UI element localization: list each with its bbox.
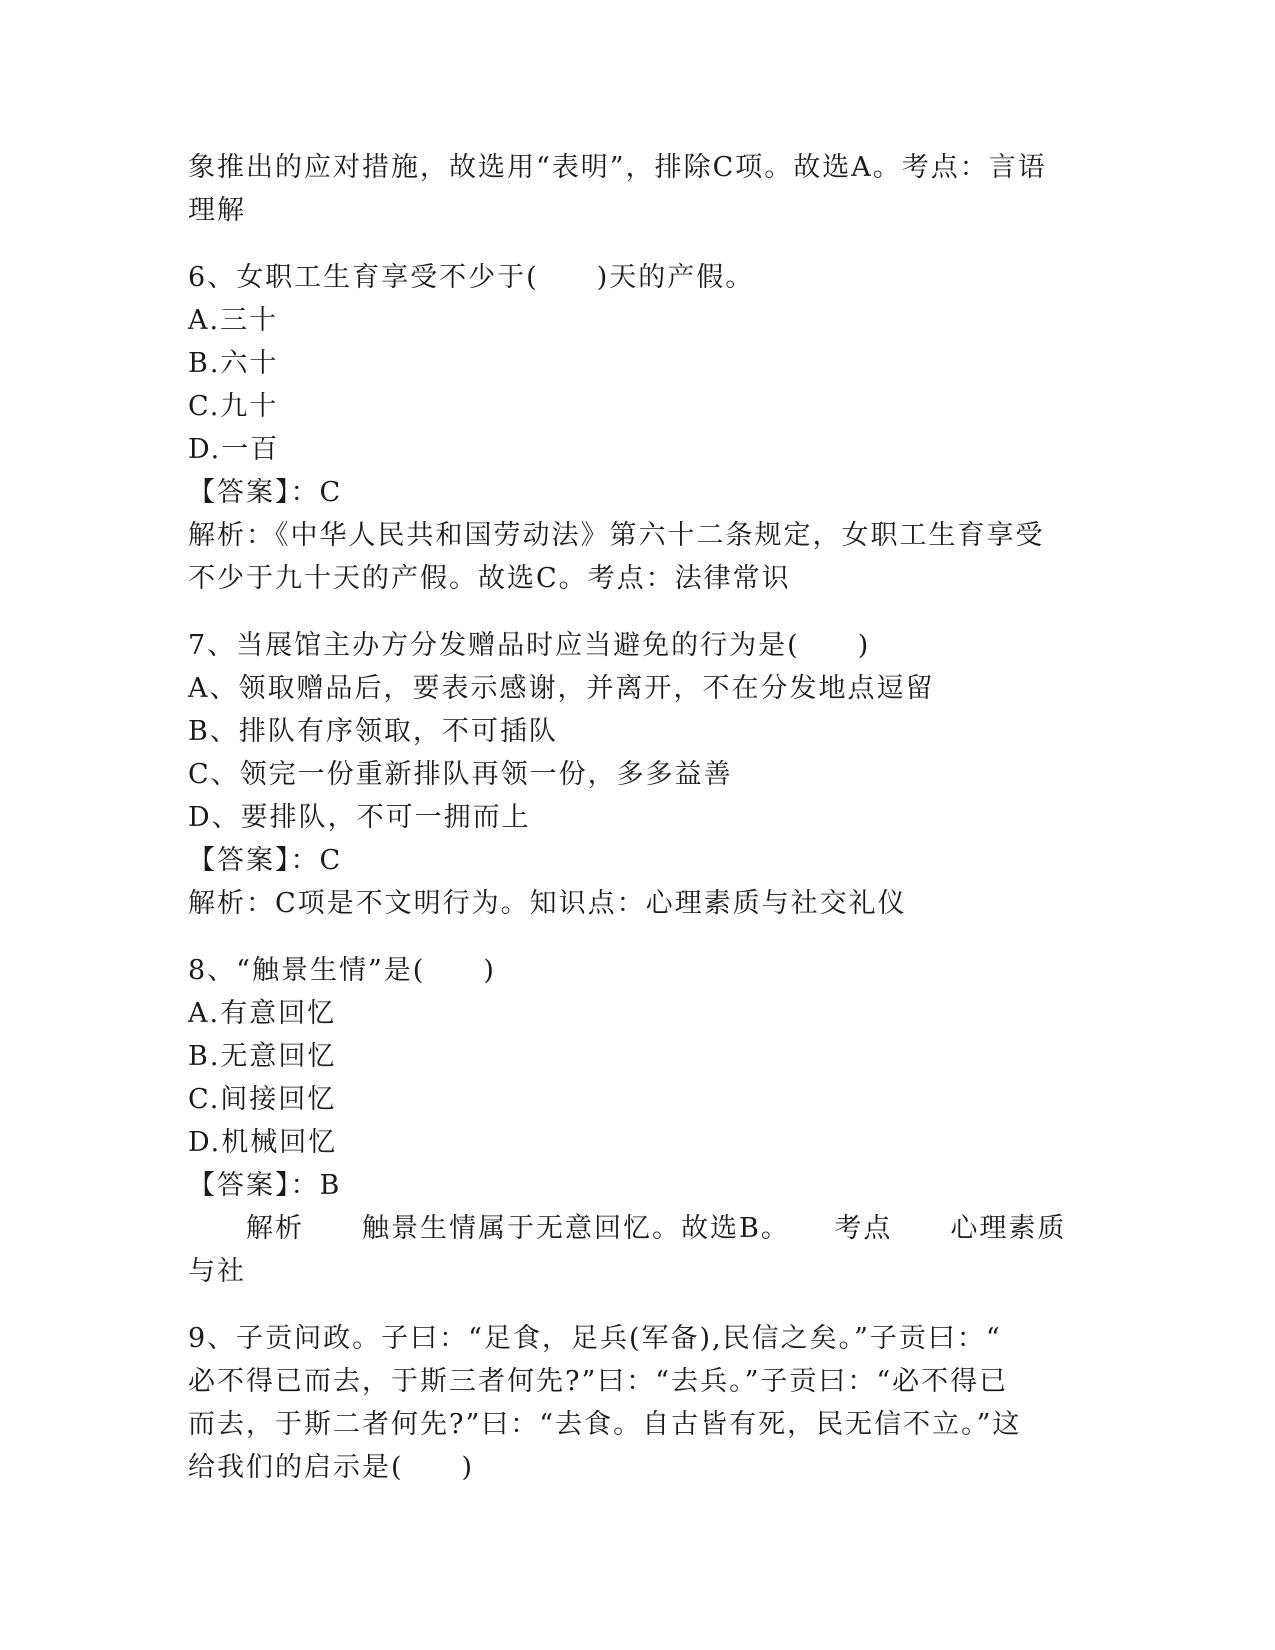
- option-d: D.机械回忆: [188, 1127, 338, 1158]
- explanation-line: 与社: [188, 1256, 246, 1287]
- question-9: [188, 1317, 1088, 1489]
- explanation-line: 理解: [188, 195, 246, 226]
- explanation-line: 解析：C项是不文明行为。知识点：心理素质与社交礼仪: [188, 888, 907, 919]
- explanation-block-5: [188, 146, 1088, 232]
- question-text: 9、子贡问政。子曰：“足食，足兵(军备),民信之矣。”子贡曰：“: [188, 1323, 1002, 1354]
- question-8: [188, 949, 1088, 1293]
- answer: 【答案】：B: [188, 1170, 342, 1201]
- option-b: B.无意回忆: [188, 1041, 337, 1072]
- explanation-line: 解析 触景生情属于无意回忆。故选B。 考点 心理素质: [188, 1213, 1067, 1244]
- answer: 【答案】：C: [188, 845, 343, 876]
- option-a: A.有意回忆: [188, 998, 337, 1029]
- question-text: 给我们的启示是( ): [188, 1452, 475, 1483]
- question-text: 6、女职工生育享受不少于( )天的产假。: [188, 262, 755, 293]
- explanation-line: 不少于九十天的产假。故选C。考点：法律常识: [188, 563, 791, 594]
- question-text: 7、当展馆主办方分发赠品时应当避免的行为是( ): [188, 630, 871, 661]
- question-text: 而去，于斯二者何先?”曰：“去食。自古皆有死，民无信不立。”这: [188, 1409, 1022, 1440]
- answer: 【答案】：C: [188, 477, 343, 508]
- document-page: [188, 146, 1088, 1489]
- option-d: D.一百: [188, 434, 280, 465]
- option-c: C.间接回忆: [188, 1084, 337, 1115]
- option-a: A.三十: [188, 305, 279, 336]
- option-d: D、要排队，不可一拥而上: [188, 802, 531, 833]
- question-7: [188, 624, 1088, 925]
- option-b: B、排队有序领取，不可插队: [188, 716, 558, 747]
- option-b: B.六十: [188, 348, 279, 379]
- question-6: [188, 256, 1088, 600]
- explanation-line: 象推出的应对措施，故选用“表明”，排除C项。故选A。考点：言语: [188, 152, 1047, 183]
- question-text: 必不得已而去，于斯三者何先?”曰：“去兵。”子贡曰：“必不得已: [188, 1366, 1009, 1397]
- explanation-line: 解析：《中华人民共和国劳动法》第六十二条规定，女职工生育享受: [188, 520, 1045, 551]
- question-text: 8、“触景生情”是( ): [188, 955, 496, 986]
- option-c: C、领完一份重新排队再领一份，多多益善: [188, 759, 733, 790]
- option-a: A、领取赠品后，要表示感谢，并离开，不在分发地点逗留: [188, 673, 935, 704]
- option-c: C.九十: [188, 391, 279, 422]
